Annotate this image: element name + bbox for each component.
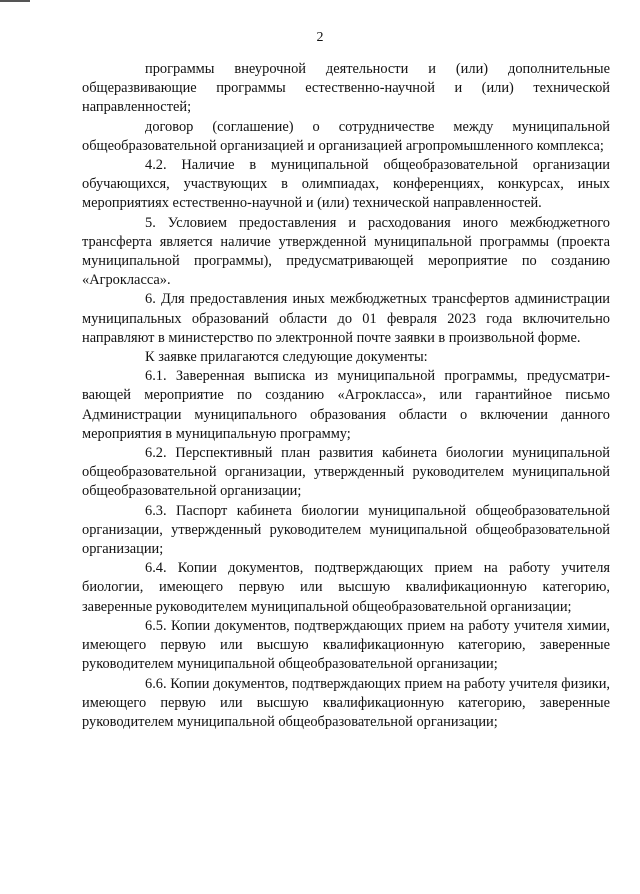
paragraph-6-2: 6.2. Перспективный план развития кабинета биологии муниципальной общеобразовательной организации, утвержденный руководителем муниципальной общеобразовательной организации;: [82, 445, 610, 500]
paragraph-6-4: 6.4. Копии документов, подтверждающих прием на работу учителя биологии, имеющего первую или высшую квалификационную категорию, заверенные руководителем муниципальной общеобразовательной организации;: [82, 560, 610, 615]
document-body: [82, 60, 610, 732]
paragraph-4-2: 4.2. Наличие в муниципальной общеобразовательной организации обучающихся, участвующих в олимпиадах, конференциях, конкурсах, иных мероприятиях естественно-научной и (или) технической направленностей.: [82, 157, 610, 212]
paragraph-agreement: договор (соглашение) о сотрудничестве между муниципальной общеобразовательной организацией и организацией агропромышленного комплекса;: [82, 118, 610, 154]
paragraph-6: 6. Для предоставления иных межбюджетных трансфертов администрации муниципальных образований области до 01 февраля 2023 года включительно направляют в министерство по электронной почте заявки в произвольной форме.: [82, 291, 610, 346]
paragraph-6-3: 6.3. Паспорт кабинета биологии муниципальной общеобразовательной организации, утвержденный руководителем муниципальной общеобразовательной организации;: [82, 502, 610, 558]
scan-corner-mark: [0, 0, 30, 2]
page-number: 2: [316, 30, 324, 45]
paragraph-6-1: 6.1. Заверенная выписка из муниципальной программы, предусматривающей мероприятие по созданию «Агрокласса», или гарантийное письмо Администрации муниципального образования области о включении данного мероприятия в муниципальную программу;: [82, 368, 610, 442]
paragraph-programs: программы внеурочной деятельности и (или) дополнительные общеразвивающие программы естественно-научной и (или) технической направленностей;: [82, 61, 610, 116]
paragraph-5: 5. Условием предоставления и расходования иного межбюджетного трансферта является наличие утвержденной муниципальной программы (проекта муниципальной программы), предусматривающей мероприятие по созданию «Агрокласса».: [82, 214, 610, 289]
paragraph-documents-intro: К заявке прилагаются следующие документы:: [145, 349, 428, 366]
paragraph-6-6: 6.6. Копии документов, подтверждающих прием на работу учителя физики, имеющего первую или высшую квалификационную категорию, заверенные руководителем муниципальной общеобразовательной организации;: [82, 675, 610, 730]
paragraph-6-5: 6.5. Копии документов, подтверждающих прием на работу учителя химии, имеющего первую или высшую квалификационную категорию, заверенные руководителем муниципальной общеобразовательной организации;: [82, 617, 610, 673]
